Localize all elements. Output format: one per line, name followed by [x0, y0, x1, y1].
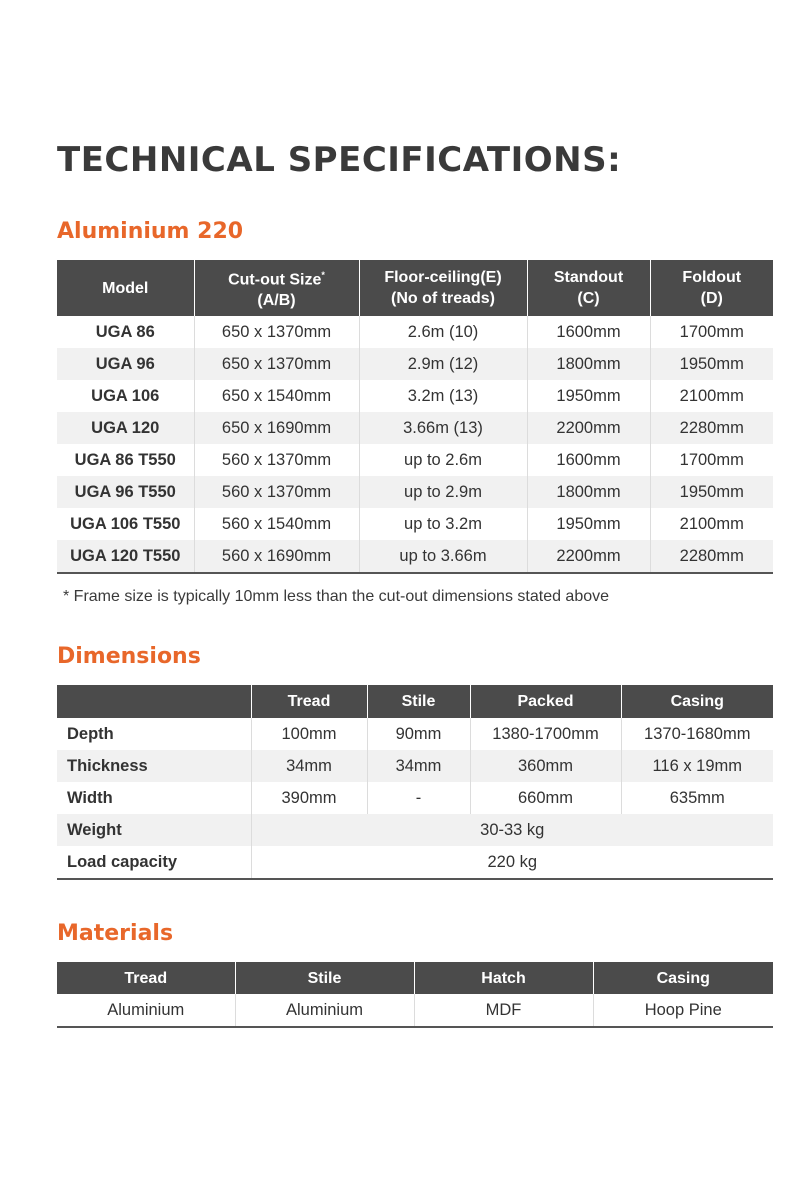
packed-cell: 1380-1700mm: [470, 718, 621, 750]
casing-cell: 116 x 19mm: [621, 750, 773, 782]
packed-cell: 660mm: [470, 782, 621, 814]
foldout-cell: 1700mm: [650, 444, 773, 476]
col-casing-header: Casing: [593, 962, 773, 994]
aluminium-heading: Aluminium 220: [57, 219, 244, 244]
casing-material-cell: Hoop Pine: [593, 994, 773, 1027]
model-cell: UGA 86 T550: [74, 450, 176, 469]
model-cell: UGA 120 T550: [57, 540, 194, 573]
stile-cell: 34mm: [367, 750, 470, 782]
cutout-cell: 560 x 1370mm: [194, 444, 359, 476]
stile-cell: -: [367, 782, 470, 814]
materials-table: [57, 962, 773, 1028]
standout-cell: 2200mm: [527, 540, 650, 573]
page-title: TECHNICAL SPECIFICATIONS:: [57, 140, 622, 180]
table-row: [57, 782, 773, 814]
foldout-cell: 2100mm: [650, 380, 773, 412]
aluminium-spec-table: [57, 260, 773, 574]
casing-cell: 1370-1680mm: [621, 718, 773, 750]
foldout-cell: 1950mm: [650, 348, 773, 380]
model-cell: UGA 86: [95, 322, 155, 341]
floor-ceiling-cell: up to 2.9m: [359, 476, 527, 508]
table-row: [57, 846, 773, 879]
stile-cell: 90mm: [367, 718, 470, 750]
model-cell: UGA 96: [57, 348, 194, 380]
standout-cell: 1800mm: [527, 476, 650, 508]
cutout-cell: 650 x 1370mm: [194, 348, 359, 380]
row-label: Thickness: [57, 750, 251, 782]
dimensions-heading: Dimensions: [57, 644, 201, 669]
table-row: [57, 412, 773, 444]
cutout-cell: 560 x 1540mm: [194, 508, 359, 540]
floor-ceiling-cell: 2.9m (12): [359, 348, 527, 380]
floor-ceiling-cell: 3.2m (13): [359, 380, 527, 412]
col-label-header: [57, 685, 251, 718]
col-tread-header: Tread: [57, 962, 235, 994]
table-row: [57, 508, 773, 540]
materials-heading: Materials: [57, 921, 174, 946]
cutout-cell: 650 x 1370mm: [194, 316, 359, 348]
foldout-cell: 1950mm: [650, 476, 773, 508]
floor-ceiling-cell: 2.6m (10): [359, 316, 527, 348]
dimensions-table: [57, 685, 773, 880]
table-row: [57, 348, 773, 380]
tread-cell: 390mm: [251, 782, 367, 814]
weight-cell: 30-33 kg: [251, 814, 773, 846]
row-label: Width: [67, 788, 113, 807]
col-packed-header: Packed: [470, 685, 621, 718]
table-row: [57, 476, 773, 508]
cutout-cell: 560 x 1370mm: [194, 476, 359, 508]
col-hatch-header: Hatch: [414, 962, 593, 994]
col-foldout-header: Foldout (D): [650, 260, 773, 316]
standout-cell: 1600mm: [527, 316, 650, 348]
load-capacity-cell: 220 kg: [251, 846, 773, 879]
stile-material-cell: Aluminium: [235, 994, 414, 1027]
model-cell: UGA 106: [91, 386, 160, 405]
row-label: Depth: [67, 724, 114, 743]
tread-material-cell: Aluminium: [57, 994, 235, 1027]
table-row: [57, 540, 773, 573]
col-stile-header: Stile: [367, 685, 470, 718]
table-row: [57, 814, 773, 846]
table-row: [57, 444, 773, 476]
table-row: [57, 750, 773, 782]
hatch-material-cell: MDF: [414, 994, 593, 1027]
col-floor-ceiling-header: Floor-ceiling(E) (No of treads): [359, 260, 527, 316]
foldout-cell: 1700mm: [650, 316, 773, 348]
row-label: Load capacity: [57, 846, 251, 879]
footnote: * Frame size is typically 10mm less than the cut-out dimensions stated above: [63, 588, 610, 605]
standout-cell: 1600mm: [527, 444, 650, 476]
row-label: Weight: [57, 814, 251, 846]
col-model-header: Model: [57, 260, 194, 316]
floor-ceiling-cell: up to 3.66m: [359, 540, 527, 573]
table-row: [57, 718, 773, 750]
standout-cell: 1950mm: [527, 508, 650, 540]
col-casing-header: Casing: [621, 685, 773, 718]
col-standout-header: Standout (C): [527, 260, 650, 316]
col-cutout-header: Cut-out Size* (A/B): [194, 260, 359, 316]
foldout-cell: 2280mm: [650, 412, 773, 444]
model-cell: UGA 96 T550: [57, 476, 194, 508]
cutout-cell: 650 x 1690mm: [194, 412, 359, 444]
foldout-cell: 2100mm: [650, 508, 773, 540]
model-cell: UGA 120: [57, 412, 194, 444]
cutout-cell: 650 x 1540mm: [194, 380, 359, 412]
casing-cell: 635mm: [621, 782, 773, 814]
col-stile-header: Stile: [235, 962, 414, 994]
table-row: [57, 994, 773, 1027]
standout-cell: 1800mm: [527, 348, 650, 380]
standout-cell: 1950mm: [527, 380, 650, 412]
tread-cell: 34mm: [251, 750, 367, 782]
foldout-cell: 2280mm: [650, 540, 773, 573]
tread-cell: 100mm: [251, 718, 367, 750]
standout-cell: 2200mm: [527, 412, 650, 444]
table-row: [57, 380, 773, 412]
table-row: [57, 316, 773, 348]
cutout-cell: 560 x 1690mm: [194, 540, 359, 573]
model-cell: UGA 106 T550: [70, 514, 181, 533]
floor-ceiling-cell: up to 2.6m: [359, 444, 527, 476]
floor-ceiling-cell: 3.66m (13): [359, 412, 527, 444]
floor-ceiling-cell: up to 3.2m: [359, 508, 527, 540]
col-tread-header: Tread: [251, 685, 367, 718]
packed-cell: 360mm: [470, 750, 621, 782]
